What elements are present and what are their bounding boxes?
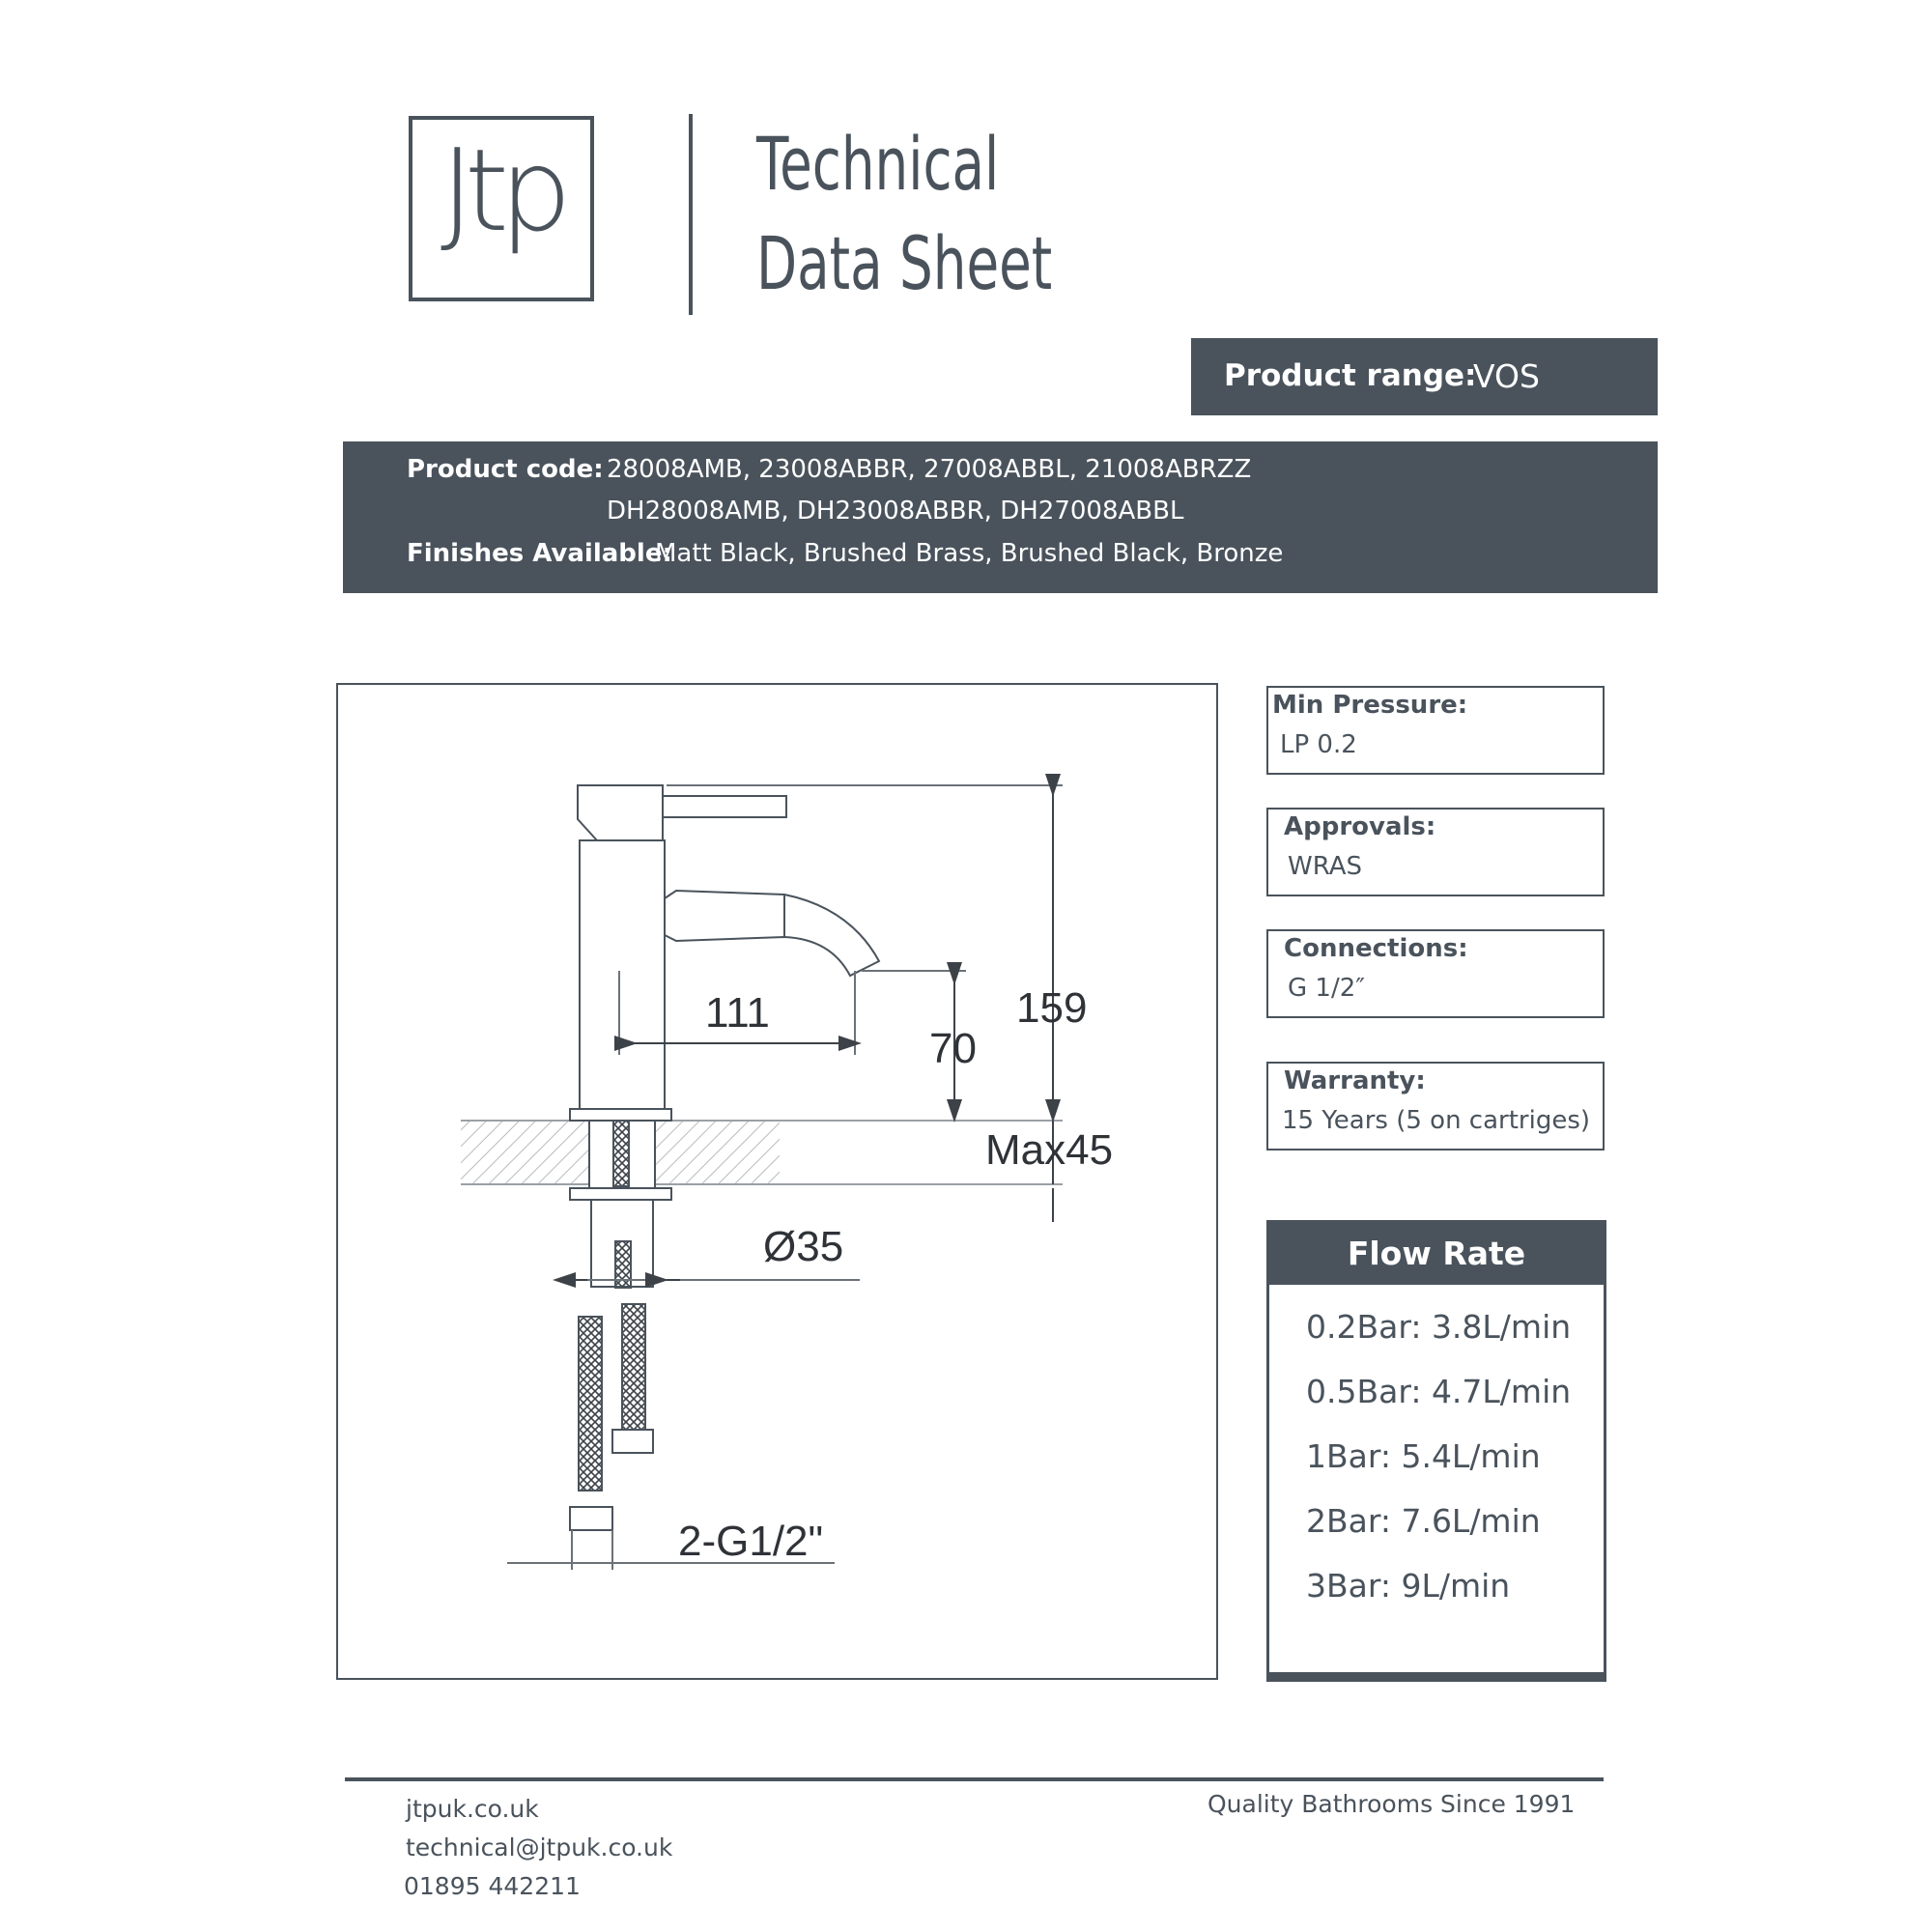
- hose-left: [579, 1317, 602, 1491]
- footer-email[interactable]: technical@jtpuk.co.uk: [406, 1833, 673, 1861]
- spec-label: Min Pressure:: [1272, 691, 1468, 720]
- spec-min-pressure: [1266, 686, 1605, 775]
- flow-rate-panel: [1266, 1220, 1606, 1682]
- spec-warranty: [1266, 1062, 1605, 1151]
- hose-connector-left: [570, 1507, 612, 1530]
- footer-phone: 01895 442211: [404, 1872, 581, 1900]
- product-codes-line2: DH28008AMB, DH23008ABBR, DH27008ABBL: [607, 497, 1184, 526]
- footer-tagline: Quality Bathrooms Since 1991: [1208, 1790, 1576, 1818]
- spec-value: G 1/2″: [1288, 974, 1365, 1003]
- tap-handle-cap: [578, 785, 663, 840]
- spec-value: 15 Years (5 on cartriges): [1282, 1106, 1591, 1135]
- spec-label: Connections:: [1284, 934, 1468, 963]
- logo-text: Jtp: [440, 124, 562, 257]
- product-range-label: Product range:: [1224, 358, 1477, 393]
- spec-label: Approvals:: [1284, 812, 1436, 841]
- dim-spout-height-label: 70: [929, 1025, 977, 1072]
- flow-rate-title: Flow Rate: [1269, 1223, 1604, 1285]
- hose-right: [622, 1304, 645, 1430]
- tap-body: [580, 840, 665, 1113]
- footer-website[interactable]: jtpuk.co.uk: [406, 1795, 539, 1823]
- product-code-label: Product code:: [407, 455, 604, 484]
- spec-connections: [1266, 929, 1605, 1018]
- footer-rule: [345, 1777, 1604, 1781]
- fixing-nut: [570, 1188, 671, 1200]
- spec-label: Warranty:: [1284, 1066, 1426, 1095]
- dim-connection-label: 2-G1/2": [678, 1518, 824, 1565]
- spec-value: LP 0.2: [1280, 730, 1357, 759]
- dim-diameter-label: Ø35: [763, 1223, 844, 1270]
- dim-height-label: 159: [1016, 984, 1088, 1032]
- flow-rate-row: 0.2Bar: 3.8L/min: [1306, 1308, 1572, 1346]
- dim-max-deck-label: Max45: [985, 1126, 1114, 1174]
- dim-reach-label: 111: [705, 989, 770, 1037]
- spec-approvals: [1266, 808, 1605, 896]
- spec-value: WRAS: [1288, 852, 1363, 881]
- tap-base: [570, 1109, 671, 1121]
- flow-rate-row: 1Bar: 5.4L/min: [1306, 1437, 1541, 1475]
- product-range-value: VOS: [1473, 357, 1540, 395]
- flow-rate-row: 3Bar: 9L/min: [1306, 1567, 1511, 1605]
- finishes-label: Finishes Available:: [407, 539, 672, 568]
- title-line-1: Technical: [756, 121, 1000, 207]
- flow-rate-row: 0.5Bar: 4.7L/min: [1306, 1373, 1572, 1410]
- flow-rate-bottom-rule: [1269, 1672, 1604, 1679]
- flow-rate-row: 2Bar: 7.6L/min: [1306, 1502, 1541, 1540]
- hose-connector-right: [612, 1430, 653, 1453]
- title-line-2: Data Sheet: [756, 220, 1053, 306]
- tap-spout: [665, 891, 879, 976]
- finishes-value: Matt Black, Brushed Brass, Brushed Black, Bronze: [655, 539, 1284, 568]
- tap-lever: [663, 796, 786, 817]
- product-codes-line1: 28008AMB, 23008ABBR, 27008ABBL, 21008ABRZZ: [607, 455, 1252, 484]
